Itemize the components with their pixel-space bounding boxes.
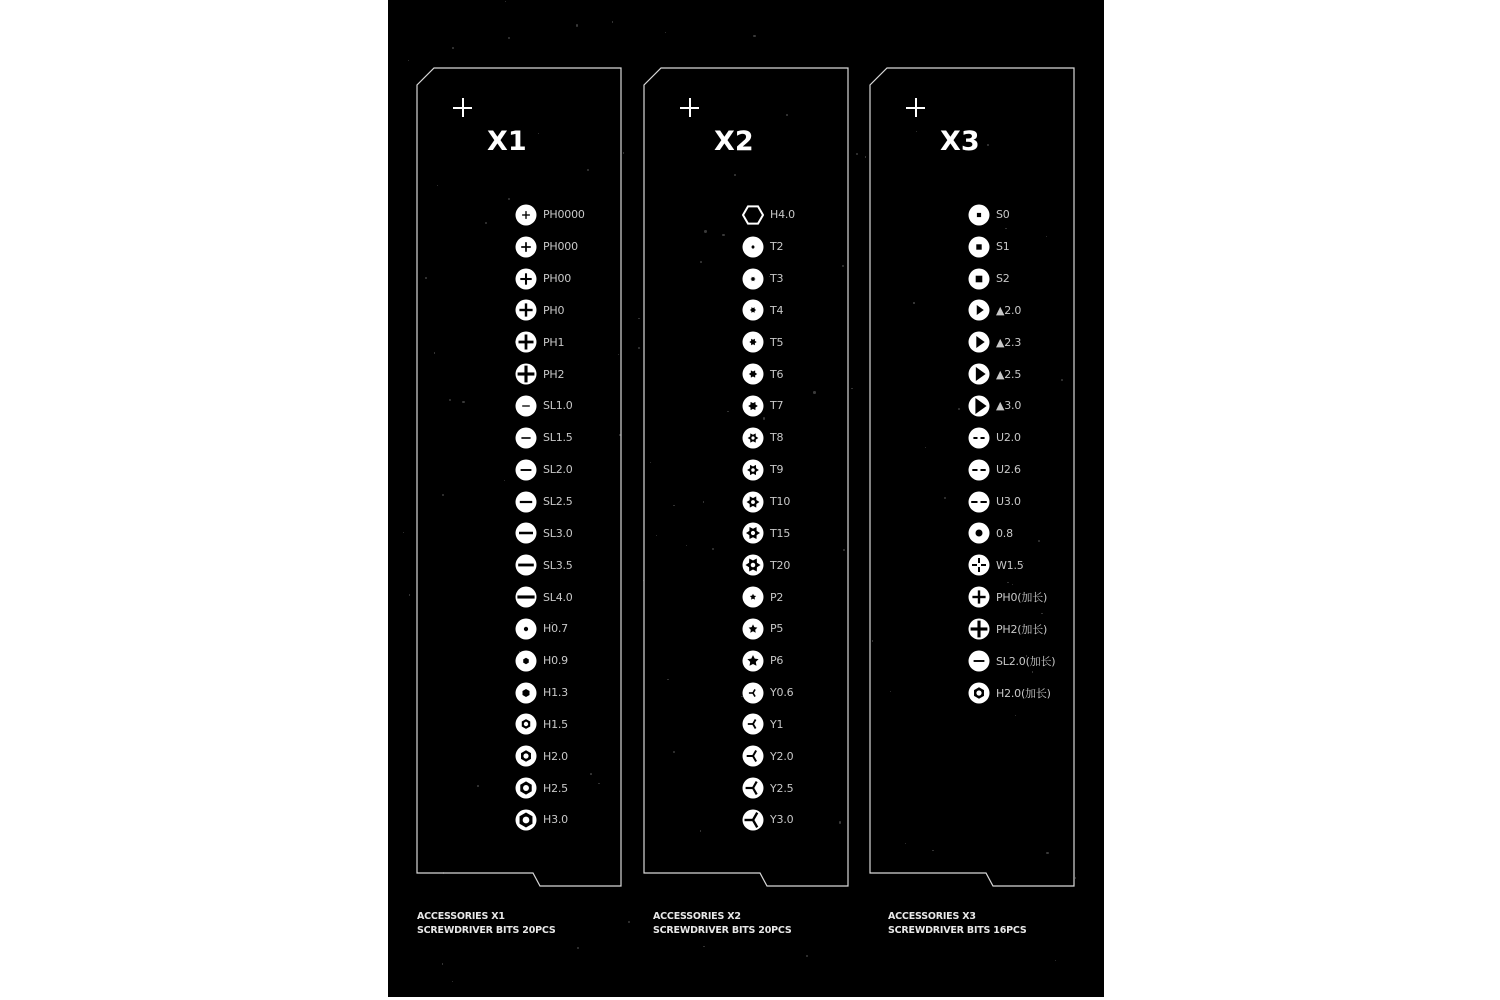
bit-label: U2.6 xyxy=(996,463,1021,477)
bit-label: H0.7 xyxy=(543,622,568,636)
torx-hole-icon xyxy=(742,554,764,576)
bit-item xyxy=(515,486,585,518)
dust-speck xyxy=(408,60,409,61)
torx-hole-icon xyxy=(742,427,764,449)
hex-icon xyxy=(515,682,537,704)
bit-label: PH0000 xyxy=(543,208,585,222)
torx-icon xyxy=(742,395,764,417)
phillips-icon xyxy=(515,268,537,290)
bit-item xyxy=(742,326,795,358)
bit-item xyxy=(515,645,585,677)
bit-item xyxy=(742,549,795,581)
dot-icon xyxy=(968,522,990,544)
bit-item xyxy=(515,454,585,486)
bit-label: SL4.0 xyxy=(543,590,573,604)
wing-icon xyxy=(968,554,990,576)
bit-item xyxy=(515,677,585,709)
bit-label: Y3.0 xyxy=(770,813,794,827)
square-icon xyxy=(968,236,990,258)
bit-label: 0.8 xyxy=(996,526,1013,540)
triangle-icon xyxy=(968,363,990,385)
bit-item xyxy=(742,709,795,741)
bit-item xyxy=(968,422,1055,454)
bit-item xyxy=(515,581,585,613)
bit-label: T3 xyxy=(770,272,784,286)
bit-label: H1.3 xyxy=(543,686,568,700)
slotted-icon xyxy=(515,459,537,481)
bit-item xyxy=(742,772,795,804)
hex-icon xyxy=(515,777,537,799)
square-icon xyxy=(968,204,990,226)
bit-item xyxy=(515,358,585,390)
bit-item xyxy=(515,709,585,741)
u-shape-icon xyxy=(968,491,990,513)
bit-item xyxy=(742,263,795,295)
panel-x3 xyxy=(870,0,1096,997)
bit-label: H2.0(加长) xyxy=(996,686,1051,700)
bit-label: Y2.5 xyxy=(770,781,794,795)
bit-item xyxy=(742,199,795,231)
bit-item xyxy=(742,422,795,454)
phillips-icon xyxy=(968,586,990,608)
caption-line-bits: SCREWDRIVER BITS 20PCS xyxy=(417,925,556,936)
bit-item xyxy=(515,199,585,231)
caption-line-accessories: ACCESSORIES X3 xyxy=(888,911,976,922)
bit-item xyxy=(742,295,795,327)
bit-label: PH0 xyxy=(543,303,565,317)
u-shape-icon xyxy=(968,427,990,449)
u-shape-icon xyxy=(968,459,990,481)
bit-label: PH2(加长) xyxy=(996,622,1048,636)
bit-label: PH1 xyxy=(543,335,565,349)
square-icon xyxy=(968,268,990,290)
bit-label: T9 xyxy=(770,463,784,477)
bit-label: H2.5 xyxy=(543,781,568,795)
bit-item xyxy=(515,390,585,422)
phillips-icon xyxy=(968,618,990,640)
slotted-icon xyxy=(968,650,990,672)
bit-list xyxy=(968,199,1055,709)
bit-label: S2 xyxy=(996,272,1010,286)
pentalobe-icon xyxy=(742,618,764,640)
tri-wing-icon xyxy=(742,777,764,799)
bit-label: U3.0 xyxy=(996,495,1021,509)
bit-label: Y2.0 xyxy=(770,749,794,763)
bit-item xyxy=(968,326,1055,358)
torx-icon xyxy=(742,236,764,258)
bit-label: T10 xyxy=(770,495,791,509)
bit-label: PH2 xyxy=(543,367,565,381)
slotted-icon xyxy=(515,586,537,608)
bit-label: SL2.0(加长) xyxy=(996,654,1056,668)
bit-item xyxy=(968,231,1055,263)
torx-icon xyxy=(742,331,764,353)
bit-item xyxy=(515,517,585,549)
hex-icon xyxy=(515,650,537,672)
bit-label: T4 xyxy=(770,303,784,317)
tri-wing-icon xyxy=(742,682,764,704)
bit-item xyxy=(515,295,585,327)
bit-label: T6 xyxy=(770,367,784,381)
bit-label: PH00 xyxy=(543,272,572,286)
bit-label: H3.0 xyxy=(543,813,568,827)
bit-item xyxy=(515,613,585,645)
bit-label: ▲2.3 xyxy=(996,335,1022,349)
bit-item xyxy=(515,740,585,772)
triangle-icon xyxy=(968,331,990,353)
bit-item xyxy=(742,358,795,390)
torx-hole-icon xyxy=(742,522,764,544)
phillips-icon xyxy=(515,331,537,353)
phillips-icon xyxy=(515,299,537,321)
bit-item xyxy=(968,581,1055,613)
bit-item xyxy=(968,645,1055,677)
bit-label: SL2.5 xyxy=(543,495,573,509)
caption-line-accessories: ACCESSORIES X2 xyxy=(653,911,741,922)
bit-label: SL1.5 xyxy=(543,431,573,445)
bit-label: W1.5 xyxy=(996,558,1024,572)
phillips-icon xyxy=(515,236,537,258)
bit-item xyxy=(515,549,585,581)
bit-label: H0.9 xyxy=(543,654,568,668)
slotted-icon xyxy=(515,522,537,544)
plus-icon xyxy=(906,96,930,120)
torx-hole-icon xyxy=(742,459,764,481)
bit-item xyxy=(742,517,795,549)
bit-label: T5 xyxy=(770,335,784,349)
caption-line-accessories: ACCESSORIES X1 xyxy=(417,911,505,922)
panel-title: X2 xyxy=(714,126,754,157)
bit-label: P2 xyxy=(770,590,784,604)
torx-icon xyxy=(742,299,764,321)
bit-label: S1 xyxy=(996,240,1010,254)
hex-icon xyxy=(968,682,990,704)
bit-item xyxy=(742,486,795,518)
bit-item xyxy=(742,454,795,486)
bit-item xyxy=(968,263,1055,295)
bit-item xyxy=(968,390,1055,422)
torx-icon xyxy=(742,363,764,385)
caption-line-bits: SCREWDRIVER BITS 20PCS xyxy=(653,925,792,936)
bit-item xyxy=(968,199,1055,231)
triangle-icon xyxy=(968,395,990,417)
bit-label: P5 xyxy=(770,622,784,636)
panel-x3-caption xyxy=(888,910,1026,938)
hex-icon xyxy=(515,745,537,767)
bit-label: H2.0 xyxy=(543,749,568,763)
bit-item xyxy=(968,613,1055,645)
bit-label: H1.5 xyxy=(543,717,568,731)
bit-item xyxy=(968,677,1055,709)
bit-item xyxy=(742,645,795,677)
phillips-icon xyxy=(515,204,537,226)
pentalobe-icon xyxy=(742,650,764,672)
plus-icon xyxy=(680,96,704,120)
bit-item xyxy=(742,613,795,645)
dust-speck xyxy=(409,594,410,595)
bit-item xyxy=(515,231,585,263)
bit-label: T20 xyxy=(770,558,791,572)
bit-item xyxy=(968,517,1055,549)
tri-wing-icon xyxy=(742,713,764,735)
bit-label: ▲3.0 xyxy=(996,399,1022,413)
bit-label: ▲2.5 xyxy=(996,367,1022,381)
bit-item xyxy=(515,772,585,804)
bit-item xyxy=(968,358,1055,390)
pentalobe-icon xyxy=(742,586,764,608)
panel-x1-caption xyxy=(417,910,555,938)
bit-item xyxy=(515,804,585,836)
hex-icon xyxy=(515,809,537,831)
panel-x2-caption xyxy=(653,910,791,938)
bit-item xyxy=(968,549,1055,581)
bit-list xyxy=(515,199,585,836)
bit-item xyxy=(742,231,795,263)
bit-label: SL2.0 xyxy=(543,463,573,477)
hexagon-outline-icon xyxy=(742,204,764,226)
bit-label: T8 xyxy=(770,431,784,445)
bit-label: PH000 xyxy=(543,240,578,254)
caption-line-bits: SCREWDRIVER BITS 16PCS xyxy=(888,925,1027,936)
slotted-icon xyxy=(515,491,537,513)
bit-label: U2.0 xyxy=(996,431,1021,445)
bit-item xyxy=(968,454,1055,486)
panel-title: X1 xyxy=(487,126,527,157)
bit-label: T15 xyxy=(770,526,791,540)
phillips-icon xyxy=(515,363,537,385)
dust-speck xyxy=(403,532,404,533)
bit-item xyxy=(742,677,795,709)
tri-wing-icon xyxy=(742,809,764,831)
bit-label: Y1 xyxy=(770,717,784,731)
bit-item xyxy=(742,804,795,836)
bit-label: S0 xyxy=(996,208,1010,222)
slotted-icon xyxy=(515,427,537,449)
bit-label: Y0.6 xyxy=(770,686,794,700)
torx-icon xyxy=(742,268,764,290)
bit-item xyxy=(968,486,1055,518)
bit-item xyxy=(968,295,1055,327)
bit-item xyxy=(742,581,795,613)
bit-label: SL1.0 xyxy=(543,399,573,413)
bit-item xyxy=(515,422,585,454)
plus-icon xyxy=(453,96,477,120)
slotted-icon xyxy=(515,395,537,417)
panel-title: X3 xyxy=(940,126,980,157)
tri-wing-icon xyxy=(742,745,764,767)
bit-item xyxy=(515,326,585,358)
poster xyxy=(388,0,1104,997)
bit-label: P6 xyxy=(770,654,784,668)
bit-label: H4.0 xyxy=(770,208,795,222)
torx-hole-icon xyxy=(742,491,764,513)
hex-icon xyxy=(515,618,537,640)
bit-list xyxy=(742,199,795,836)
hex-icon xyxy=(515,713,537,735)
bit-label: PH0(加长) xyxy=(996,591,1048,605)
slotted-icon xyxy=(515,554,537,576)
triangle-icon xyxy=(968,299,990,321)
bit-label: SL3.0 xyxy=(543,526,573,540)
panel-x1 xyxy=(417,0,643,997)
bit-label: T7 xyxy=(770,399,784,413)
panel-x2 xyxy=(644,0,870,997)
bit-label: ▲2.0 xyxy=(996,303,1022,317)
bit-label: SL3.5 xyxy=(543,558,573,572)
bit-item xyxy=(742,390,795,422)
bit-item xyxy=(742,740,795,772)
bit-item xyxy=(515,263,585,295)
bit-label: T2 xyxy=(770,240,784,254)
